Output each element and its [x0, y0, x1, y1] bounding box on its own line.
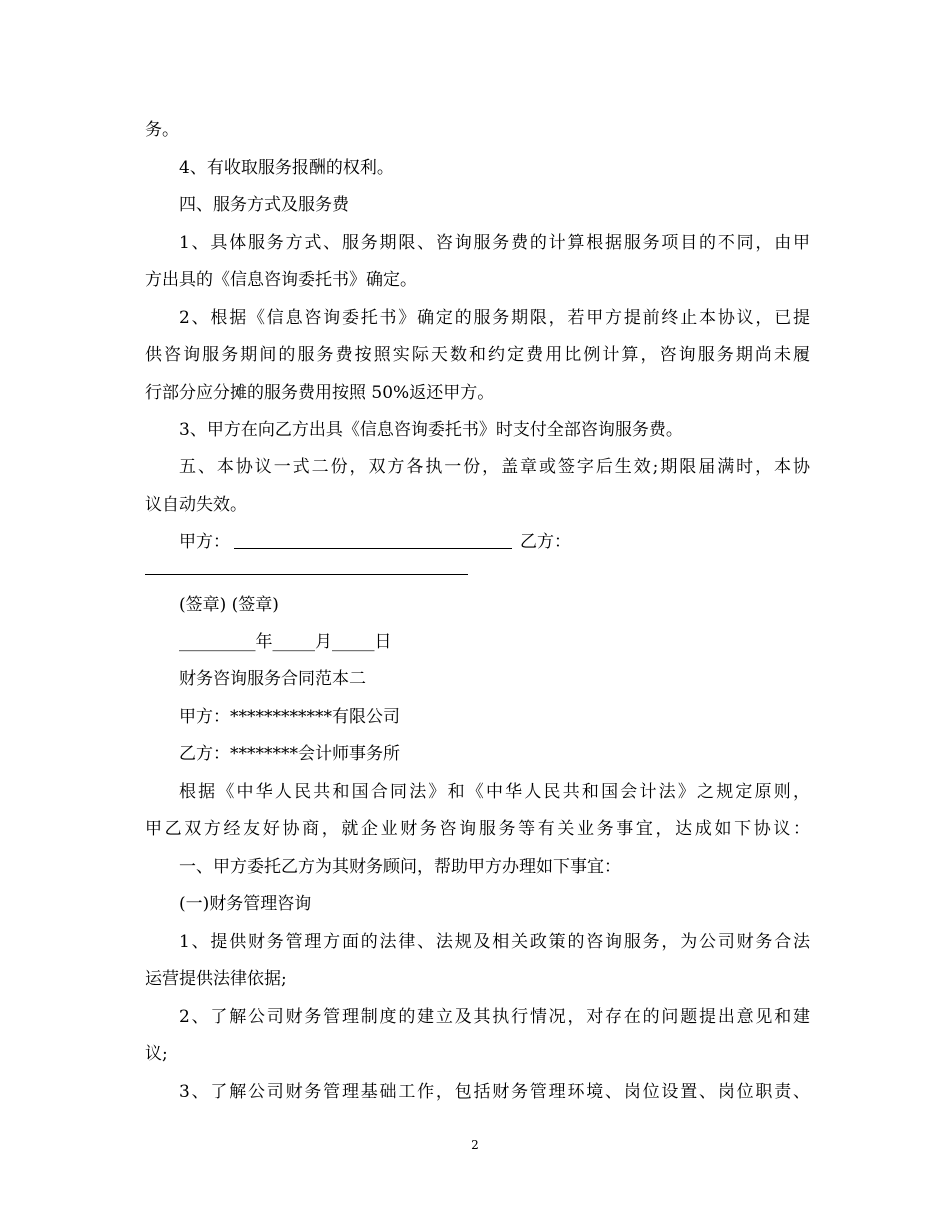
text-line: 3、了解公司财务管理基础工作，包括财务管理环境、岗位设置、岗位职责、 [179, 1082, 810, 1102]
text-line: 根据《中华人民共和国合同法》和《中华人民共和国会计法》之规定原则， [179, 782, 810, 802]
text-line: 议自动失效。 [145, 495, 247, 515]
section-heading: 四、服务方式及服务费 [179, 195, 349, 215]
party-b-signature-underline [145, 574, 468, 575]
date-line: _________年_____月_____日 [179, 632, 392, 652]
text-line: 1、提供财务管理方面的法律、法规及相关政策的咨询服务，为公司财务合法 [179, 932, 810, 952]
text-line: 议; [145, 1044, 168, 1064]
text-line: 2、根据《信息咨询委托书》确定的服务期限，若甲方提前终止本协议，已提 [179, 308, 810, 328]
party-a-line: 甲方：************有限公司 [179, 707, 400, 727]
text-line: 3、甲方在向乙方出具《信息咨询委托书》时支付全部咨询服务费。 [179, 420, 683, 440]
contract-title: 财务咨询服务合同范本二 [179, 669, 366, 689]
text-line: 供咨询服务期间的服务费按照实际天数和约定费用比例计算，咨询服务期尚未履 [145, 345, 810, 365]
text-line: 甲乙双方经友好协商，就企业财务咨询服务等有关业务事宜，达成如下协议： [145, 819, 810, 839]
text-line: 运营提供法律依据; [145, 969, 287, 989]
party-a-signature-underline [234, 532, 512, 549]
section-heading: 一、甲方委托乙方为其财务顾问，帮助甲方办理如下事宜： [179, 857, 621, 877]
text-line: 行部分应分摊的服务费用按照 50%返还甲方。 [145, 383, 495, 403]
party-b-label: 乙方： [520, 532, 571, 552]
subsection-heading: (一)财务管理咨询 [179, 894, 312, 914]
section-heading: 五、本协议一式二份，双方各执一份，盖章或签字后生效;期限届满时，本协 [179, 457, 810, 477]
text-line: 务。 [145, 120, 179, 140]
seal-text: (签章) (签章) [179, 595, 279, 615]
page-number: 2 [471, 1138, 479, 1152]
text-line: 方出具的《信息咨询委托书》确定。 [145, 270, 417, 290]
signature-line [179, 531, 810, 553]
party-b-line: 乙方：********会计师事务所 [179, 744, 400, 764]
party-a-label: 甲方： [179, 532, 230, 552]
text-line: 1、具体服务方式、服务期限、咨询服务费的计算根据服务项目的不同，由甲 [179, 233, 810, 253]
text-line: 2、了解公司财务管理制度的建立及其执行情况，对存在的问题提出意见和建 [179, 1007, 810, 1027]
text-line: 4、有收取服务报酬的权利。 [179, 158, 394, 178]
